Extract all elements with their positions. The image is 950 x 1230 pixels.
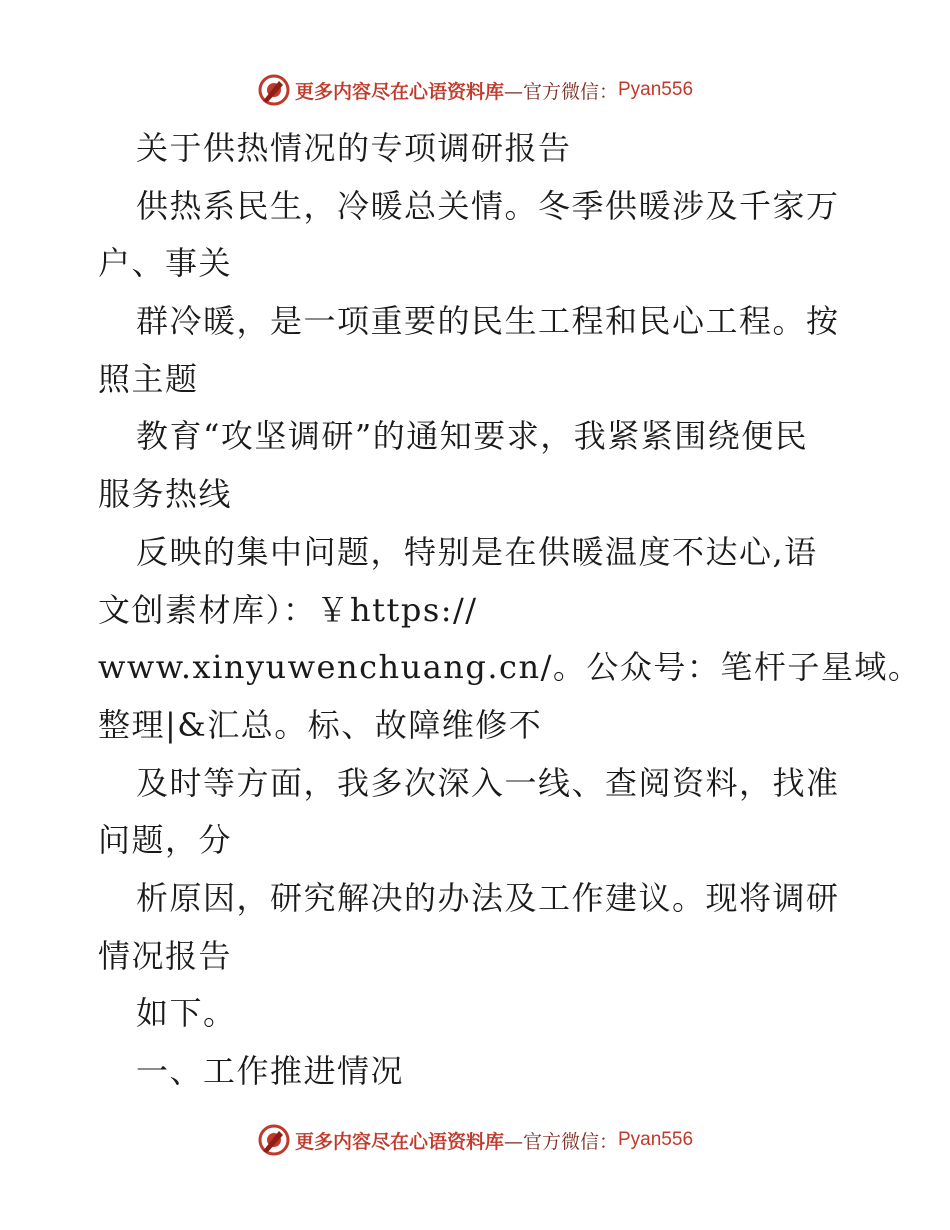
text-line: 及时等方面，我多次深入一线、查阅资料，找准	[136, 763, 840, 802]
text-line: 一、工作推进情况	[136, 1052, 405, 1090]
text-line: 照主题	[98, 359, 199, 398]
text-line: 析原因，研究解决的办法及工作建议。现将调研	[136, 878, 840, 917]
text-line: 供热系民生，冷暖总关情。冬季供暖涉及千家万	[136, 186, 840, 225]
document-body	[98, 120, 922, 1101]
text-line: 如下。	[136, 994, 237, 1033]
header-watermark	[0, 70, 950, 110]
text-line: 情况报告	[98, 936, 233, 975]
watermark-main-text: 更多内容尽在心语资料库	[294, 80, 504, 103]
text-line: 群冷暖，是一项重要的民生工程和民心工程。按	[136, 302, 840, 341]
watermark-main-text: 更多内容尽在心语资料库	[294, 1130, 504, 1153]
text-line: 文创素材库）：￥https://	[98, 590, 478, 629]
text-line: 整理|&汇总。标、故障维修不	[98, 705, 543, 744]
pen-logo-icon	[257, 1123, 291, 1157]
text-line: 反映的集中问题，特别是在供暖温度不达心,语	[136, 532, 818, 571]
watermark-sub-text: —官方微信：	[503, 1130, 618, 1153]
text-line: www.xinyuwenchuang.cn/。公众号：笔杆子星域。	[98, 648, 922, 687]
watermark-wechat-id: Pyan556	[618, 79, 694, 100]
pen-logo-icon	[257, 73, 291, 107]
text-line: 问题，分	[98, 821, 233, 860]
text-line: 户、事关	[98, 244, 233, 283]
text-line: 关于供热情况的专项调研报告	[136, 129, 572, 167]
watermark-sub-text: —官方微信：	[503, 80, 618, 103]
text-line: 服务热线	[98, 475, 233, 514]
watermark-wechat-id: Pyan556	[618, 1129, 694, 1150]
footer-watermark	[0, 1120, 950, 1160]
text-line: 教育“攻坚调研”的通知要求，我紧紧围绕便民	[136, 417, 809, 456]
